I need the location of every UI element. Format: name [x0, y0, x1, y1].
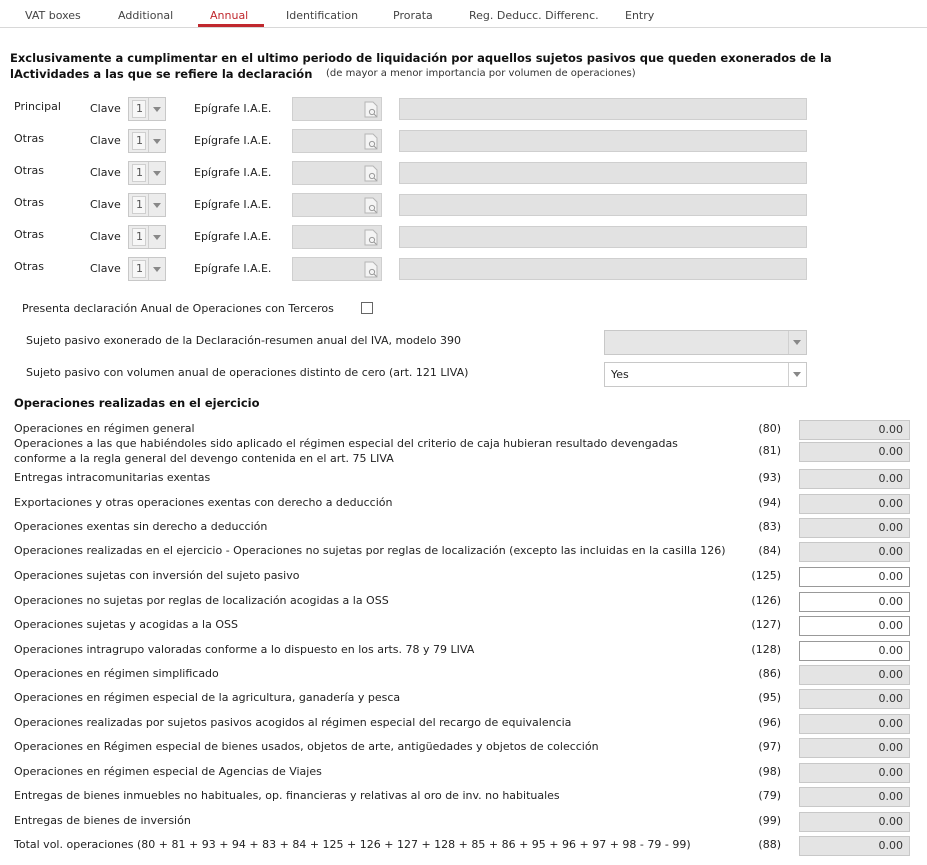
activity-description-field — [399, 194, 807, 216]
clave-label: Clave — [90, 198, 121, 211]
tab-prorata[interactable]: Prorata — [393, 9, 433, 22]
chevron-down-icon — [148, 98, 165, 120]
active-tab-indicator — [198, 24, 264, 27]
clave-select[interactable] — [128, 97, 166, 121]
epigrafe-input[interactable] — [292, 129, 382, 153]
epigrafe-label: Epígrafe I.A.E. — [194, 262, 272, 275]
casilla-value-field: 0.00 — [799, 787, 910, 807]
epigrafe-input[interactable] — [292, 257, 382, 281]
lookup-icon[interactable] — [364, 101, 379, 118]
casilla-value-field: 0.00 — [799, 442, 910, 462]
chevron-down-icon — [788, 331, 806, 354]
operaciones-title: Operaciones realizadas en el ejercicio — [14, 396, 260, 410]
casilla-value-field: 0.00 — [799, 763, 910, 783]
casilla-value-field: 0.00 — [799, 518, 910, 538]
operacion-label: Operaciones realizadas por sujetos pasivos acogidos al régimen especial del recargo de equivalencia — [14, 716, 572, 729]
operacion-label: Exportaciones y otras operaciones exentas con derecho a deducción — [14, 496, 393, 509]
operacion-label: Operaciones en régimen especial de Agencias de Viajes — [14, 765, 322, 778]
clave-value: 1 — [132, 196, 146, 214]
casilla-code: (125) — [751, 569, 781, 582]
clave-select[interactable] — [128, 129, 166, 153]
casilla-code: (127) — [751, 618, 781, 631]
casilla-code: (95) — [758, 691, 781, 704]
casilla-value-field: 0.00 — [799, 689, 910, 709]
epigrafe-input[interactable] — [292, 161, 382, 185]
operacion-label: Operaciones realizadas en el ejercicio - Operaciones no sujetas por reglas de localización (excepto las incluidas en la casilla 126) — [14, 544, 726, 557]
clave-label: Clave — [90, 134, 121, 147]
epigrafe-label: Epígrafe I.A.E. — [194, 134, 272, 147]
operacion-label: Total vol. operaciones (80 + 81 + 93 + 94 + 83 + 84 + 125 + 126 + 127 + 128 + 85 + 86 + 95 + 96 + 97 + 98 - 79 - 99) — [14, 838, 691, 851]
activity-description-field — [399, 258, 807, 280]
tab-additional[interactable]: Additional — [118, 9, 174, 22]
operacion-label: Operaciones intragrupo valoradas conforme a lo dispuesto en los arts. 78 y 79 LIVA — [14, 643, 475, 656]
tab-entry[interactable]: Entry — [625, 9, 655, 22]
section-heading-line1: Exclusivamente a cumplimentar en el ultimo periodo de liquidación por aquellos sujetos pasivos que queden exonerados de la — [10, 51, 832, 65]
casilla-code: (97) — [758, 740, 781, 753]
casilla-code: (98) — [758, 765, 781, 778]
epigrafe-label: Epígrafe I.A.E. — [194, 102, 272, 115]
exonerado-select[interactable] — [604, 330, 807, 355]
operacion-label: Operaciones en régimen general — [14, 422, 195, 435]
casilla-value-field: 0.00 — [799, 665, 910, 685]
clave-label: Clave — [90, 230, 121, 243]
operacion-label: Operaciones en Régimen especial de bienes usados, objetos de arte, antigüedades y objetos de colección — [14, 740, 599, 753]
clave-select[interactable] — [128, 225, 166, 249]
casilla-code: (126) — [751, 594, 781, 607]
casilla-value-field[interactable]: 0.00 — [799, 616, 910, 636]
operacion-label: Operaciones en régimen simplificado — [14, 667, 219, 680]
chevron-down-icon — [788, 363, 806, 386]
chevron-down-icon — [148, 130, 165, 152]
activity-type-label: Otras — [14, 228, 44, 241]
casilla-value-field: 0.00 — [799, 420, 910, 440]
tab-bar — [0, 0, 927, 28]
casilla-code: (96) — [758, 716, 781, 729]
casilla-code: (94) — [758, 496, 781, 509]
operacion-label: Operaciones sujetas y acogidas a la OSS — [14, 618, 238, 631]
casilla-value-field: 0.00 — [799, 494, 910, 514]
clave-value: 1 — [132, 260, 146, 278]
terceros-label: Presenta declaración Anual de Operaciones con Terceros — [22, 302, 334, 315]
epigrafe-label: Epígrafe I.A.E. — [194, 198, 272, 211]
casilla-code: (88) — [758, 838, 781, 851]
casilla-value-field: 0.00 — [799, 836, 910, 856]
section-heading-note: (de mayor a menor importancia por volumen de operaciones) — [326, 68, 636, 79]
operacion-label: Entregas de bienes de inversión — [14, 814, 191, 827]
lookup-icon[interactable] — [364, 197, 379, 214]
casilla-code: (84) — [758, 544, 781, 557]
activity-type-label: Otras — [14, 132, 44, 145]
operacion-label: Operaciones sujetas con inversión del sujeto pasivo — [14, 569, 300, 582]
casilla-code: (128) — [751, 643, 781, 656]
tab-vat-boxes[interactable]: VAT boxes — [25, 9, 81, 22]
casilla-value-field[interactable]: 0.00 — [799, 641, 910, 661]
casilla-value-field[interactable]: 0.00 — [799, 592, 910, 612]
activity-type-label: Otras — [14, 196, 44, 209]
tab-reg-deducc[interactable]: Reg. Deducc. Differenc. — [469, 9, 599, 22]
clave-value: 1 — [132, 100, 146, 118]
chevron-down-icon — [148, 226, 165, 248]
volumen-select[interactable] — [604, 362, 807, 387]
casilla-code: (99) — [758, 814, 781, 827]
casilla-value-field[interactable]: 0.00 — [799, 567, 910, 587]
casilla-code: (79) — [758, 789, 781, 802]
activity-type-label: Otras — [14, 164, 44, 177]
casilla-code: (93) — [758, 471, 781, 484]
volumen-value: Yes — [611, 368, 629, 381]
casilla-value-field: 0.00 — [799, 738, 910, 758]
tab-annual[interactable]: Annual — [210, 9, 249, 22]
casilla-code: (81) — [758, 444, 781, 457]
operacion-label: Operaciones a las que habiéndoles sido aplicado el régimen especial del criterio de caja hubieran resultado devengadas — [14, 437, 678, 450]
operacion-label: Operaciones exentas sin derecho a deducción — [14, 520, 268, 533]
chevron-down-icon — [148, 194, 165, 216]
casilla-value-field: 0.00 — [799, 469, 910, 489]
clave-value: 1 — [132, 164, 146, 182]
terceros-checkbox[interactable] — [361, 302, 373, 314]
lookup-icon[interactable] — [364, 165, 379, 182]
lookup-icon[interactable] — [364, 261, 379, 278]
epigrafe-label: Epígrafe I.A.E. — [194, 230, 272, 243]
clave-value: 1 — [132, 228, 146, 246]
clave-value: 1 — [132, 132, 146, 150]
tab-identification[interactable]: Identification — [286, 9, 359, 22]
activity-description-field — [399, 226, 807, 248]
casilla-value-field: 0.00 — [799, 812, 910, 832]
casilla-code: (86) — [758, 667, 781, 680]
lookup-icon[interactable] — [364, 133, 379, 150]
casilla-code: (83) — [758, 520, 781, 533]
epigrafe-input[interactable] — [292, 193, 382, 217]
casilla-code: (80) — [758, 422, 781, 435]
casilla-value-field: 0.00 — [799, 714, 910, 734]
casilla-value-field: 0.00 — [799, 542, 910, 562]
clave-label: Clave — [90, 262, 121, 275]
operacion-label: Entregas intracomunitarias exentas — [14, 471, 211, 484]
clave-select[interactable] — [128, 257, 166, 281]
activity-description-field — [399, 130, 807, 152]
epigrafe-label: Epígrafe I.A.E. — [194, 166, 272, 179]
chevron-down-icon — [148, 162, 165, 184]
volumen-label: Sujeto pasivo con volumen anual de operaciones distinto de cero (art. 121 LIVA) — [26, 366, 469, 379]
activity-type-label: Principal — [14, 100, 61, 113]
exonerado-label: Sujeto pasivo exonerado de la Declaración-resumen anual del IVA, modelo 390 — [26, 334, 461, 347]
activity-description-field — [399, 162, 807, 184]
epigrafe-input[interactable] — [292, 97, 382, 121]
clave-label: Clave — [90, 166, 121, 179]
operacion-label: Entregas de bienes inmuebles no habituales, op. financieras y relativas al oro de inv. no habituales — [14, 789, 560, 802]
epigrafe-input[interactable] — [292, 225, 382, 249]
operacion-label-line2: conforme a la regla general del devengo contenida en el art. 75 LIVA — [14, 452, 394, 465]
clave-select[interactable] — [128, 193, 166, 217]
lookup-icon[interactable] — [364, 229, 379, 246]
operacion-label: Operaciones en régimen especial de la agricultura, ganadería y pesca — [14, 691, 401, 704]
activity-type-label: Otras — [14, 260, 44, 273]
operacion-label: Operaciones no sujetas por reglas de localización acogidas a la OSS — [14, 594, 389, 607]
section-heading-line2: lActividades a las que se refiere la declaración — [10, 67, 313, 81]
clave-select[interactable] — [128, 161, 166, 185]
clave-label: Clave — [90, 102, 121, 115]
activity-description-field — [399, 98, 807, 120]
chevron-down-icon — [148, 258, 165, 280]
